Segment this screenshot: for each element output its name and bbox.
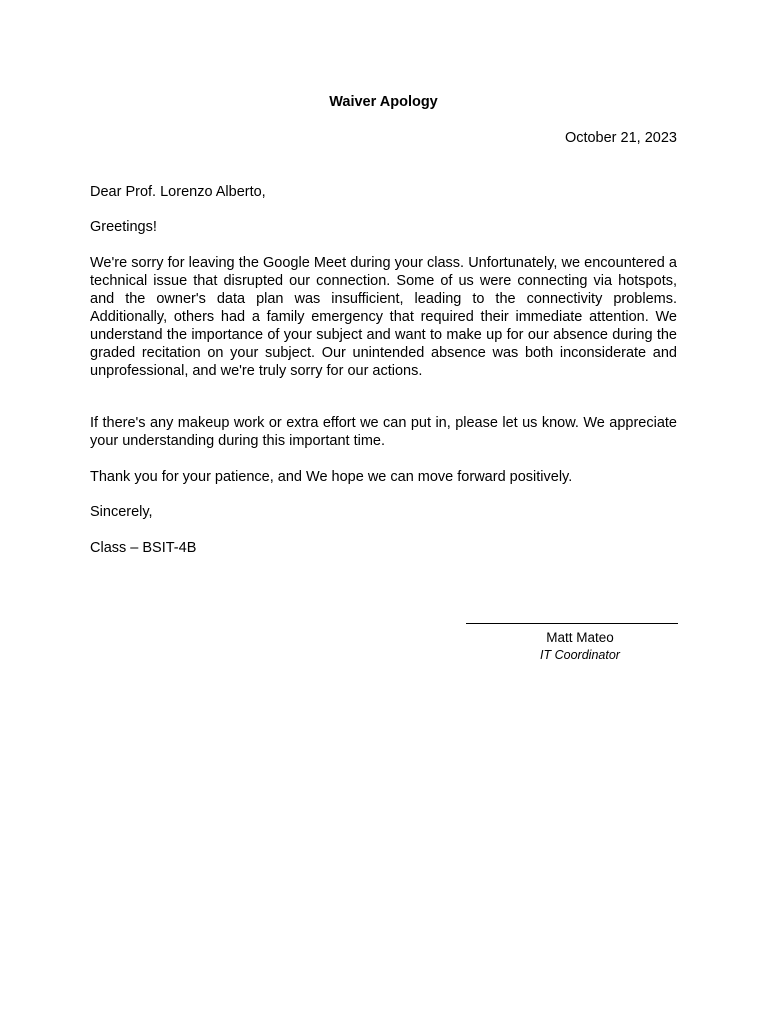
salutation: Dear Prof. Lorenzo Alberto, (90, 184, 266, 200)
signature-line (466, 623, 678, 624)
body-paragraph-3: Thank you for your patience, and We hope we can move forward positively. (90, 469, 573, 485)
signatory-name: Matt Mateo (546, 630, 614, 645)
body-paragraph-1: We're sorry for leaving the Google Meet during your class. Unfortunately, we encountered a technical issue that disrupted our connection. Some of us were connecting via hotspots, and the owner's data plan was insufficient, leading to the connectivity problems. Additionally, others had a family emergency that required their immediate attention. We understand the importance of your subject and want to make up for our absence during the graded recitation on your subject. Our unintended absence was both inconsiderate and unprofessional, and we're truly sorry for our actions. (90, 255, 677, 379)
sender-class: Class – BSIT-4B (90, 540, 197, 556)
signatory-role: IT Coordinator (540, 648, 620, 662)
body-paragraph-2: If there's any makeup work or extra effort we can put in, please let us know. We appreciate your understanding during this important time. (90, 415, 677, 449)
letter-date: October 21, 2023 (564, 130, 677, 146)
greeting: Greetings! (90, 219, 157, 235)
closing: Sincerely, (90, 504, 153, 520)
document-title: Waiver Apology (329, 94, 438, 110)
